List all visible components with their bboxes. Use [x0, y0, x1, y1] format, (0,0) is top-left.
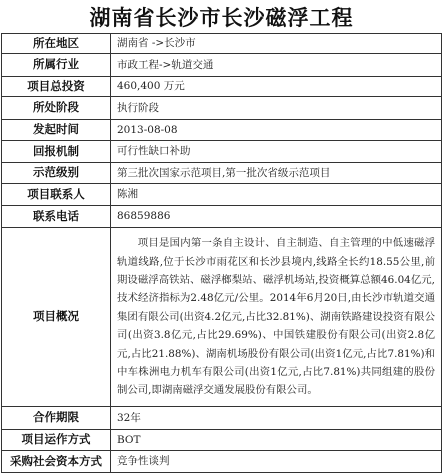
table-row-industry: [2, 54, 442, 77]
table-row-investment: [2, 77, 442, 97]
demo-value: 第三批次国家示范项目,第一批次省级示范项目: [111, 163, 442, 184]
procurement-value: 竞争性谈判: [111, 451, 442, 473]
region-value: 湖南省 ->长沙市: [111, 34, 442, 54]
table-row-overview: [2, 228, 442, 407]
region-label: 所在地区: [2, 34, 111, 54]
term-label: 合作期限: [2, 407, 111, 430]
stage-label: 所处阶段: [2, 97, 111, 120]
investment-value: 460,400 万元: [111, 77, 442, 97]
project-info-table: [1, 33, 442, 473]
mode-label: 项目运作方式: [2, 430, 111, 451]
date-label: 发起时间: [2, 120, 111, 141]
table-row-date: [2, 120, 442, 141]
stage-value: 执行阶段: [111, 97, 442, 120]
return-value: 可行性缺口补助: [111, 141, 442, 163]
term-value: 32年: [111, 407, 442, 430]
investment-label: 项目总投资: [2, 77, 111, 97]
table-row-phone: [2, 206, 442, 228]
phone-label: 联系电话: [2, 206, 111, 228]
table-row-return: [2, 141, 442, 163]
return-label: 回报机制: [2, 141, 111, 163]
contact-label: 项目联系人: [2, 184, 111, 206]
table-row-term: [2, 407, 442, 430]
page-title: 湖南省长沙市长沙磁浮工程: [89, 4, 354, 30]
procurement-label: 采购社会资本方式: [2, 451, 111, 473]
overview-label: 项目概况: [2, 228, 111, 407]
demo-label: 示范级别: [2, 163, 111, 184]
table-row-contact: [2, 184, 442, 206]
table-row-procurement: [2, 451, 442, 473]
contact-value: 陈湘: [111, 184, 442, 206]
table-row-mode: [2, 430, 442, 451]
industry-label: 所属行业: [2, 54, 111, 77]
phone-value: 86859886: [111, 206, 442, 228]
date-value: 2013-08-08: [111, 120, 442, 141]
table-row-region: [2, 34, 442, 54]
table-row-stage: [2, 97, 442, 120]
table-row-demo: [2, 163, 442, 184]
overview-value: 项目是国内第一条自主设计、自主制造、自主管理的中低速磁浮轨道线路,位于长沙市雨花区和长沙县境内,线路全长约18.55公里,前期设磁浮高铁站、磁浮榔梨站、磁浮机场站,投资概算总额46.04亿元,技术经济指标为2.48亿元/公里。2014年6月20日,由长沙市轨道交通集团有限公司(出资4.2亿元,占比32.81%)、湖南铁路建设投资有限公司(出资3.8亿元,占比29.69%)、中国铁建股份有限公司(出资2.8亿元,占比21.88%)、湖南机场股份有限公司(出资1亿元,占比7.81%)和中车株洲电力机车有限公司(出资1亿元,占比7.81%)共同组建的股份制公司,即湖南磁浮交通发展股份有限公司。: [111, 228, 442, 407]
mode-value: BOT: [111, 430, 442, 451]
industry-value: 市政工程->轨道交通: [111, 54, 442, 77]
